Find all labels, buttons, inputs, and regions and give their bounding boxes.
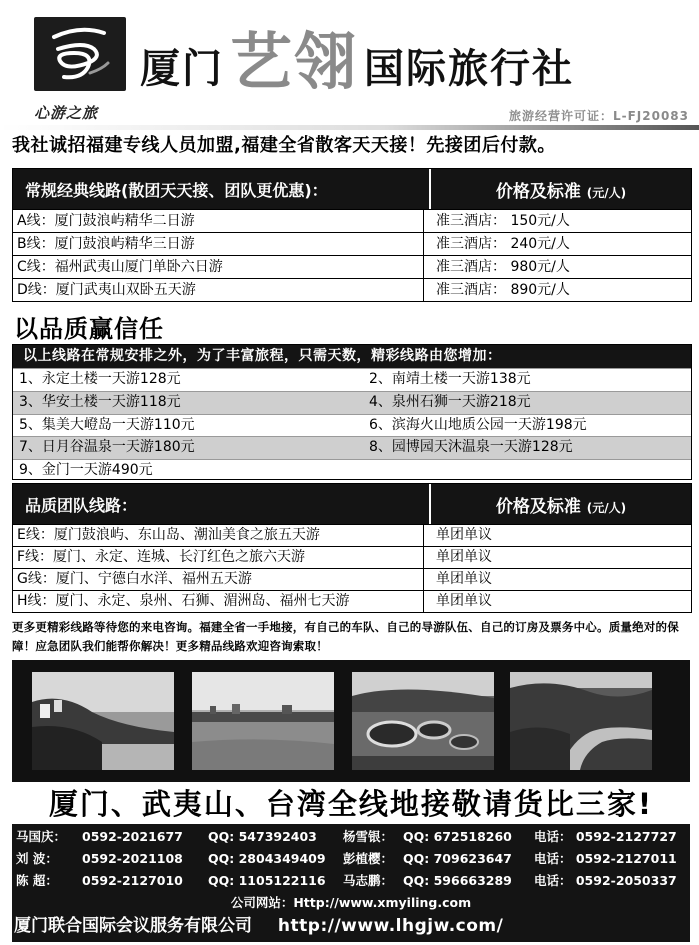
extra-route: 2、南靖土楼一天游138元 <box>369 371 531 387</box>
route-cell: C线：福州武夷山厦门单卧六日游 <box>13 256 424 278</box>
route-cell: D线：厦门武夷山双卧五天游 <box>13 279 424 301</box>
table-row <box>13 546 691 568</box>
contact-phone: 电话： 0592-2050337 <box>534 873 677 888</box>
price-heading-label: 价格及标准 <box>495 181 581 202</box>
contact-qq: QQ: 709623647 <box>403 851 512 866</box>
extra-route: 5、集美大嶝岛一天游110元 <box>19 416 195 433</box>
tulou-village-photo <box>352 672 494 770</box>
mountain-river-photo <box>510 672 652 770</box>
bottom-company-line <box>14 912 690 940</box>
table-header <box>13 169 691 209</box>
table-row <box>13 524 691 546</box>
routes-heading: 常规经典线路(散团天天接、团队更优惠)： <box>13 169 431 209</box>
quality-title: 以品质赢信任 <box>14 315 164 343</box>
company-name-brand: 艺翎 <box>230 25 359 98</box>
list-item <box>13 414 691 437</box>
price-cell: 单团单议 <box>436 549 492 565</box>
contact-name: 马国庆： <box>16 829 67 844</box>
table-header <box>13 484 691 524</box>
list-item <box>13 459 691 482</box>
routes-heading: 品质团队线路： <box>13 484 431 524</box>
extra-route: 8、园博园天沐温泉一天游128元 <box>369 439 573 456</box>
price-cell: 单团单议 <box>436 593 492 609</box>
company-website[interactable]: 公司网站：Http://www.xmyiling.com <box>230 895 472 910</box>
coastal-island-photo <box>32 672 174 770</box>
contact-row <box>12 826 690 848</box>
table-row <box>13 590 691 612</box>
group-routes-table <box>12 483 692 613</box>
contact-qq: QQ: 1105122116 <box>208 873 326 888</box>
contact-qq: QQ: 2804349409 <box>208 851 326 866</box>
recruit-banner: 我社诚招福建专线人员加盟,福建全省散客天天接！先接团后付款。 <box>12 135 556 156</box>
price-cell: 准三酒店： 240元/人 <box>436 236 570 252</box>
contact-phone: 0592-2021108 <box>82 851 183 866</box>
contact-name: 陈 超： <box>16 873 58 888</box>
header-divider <box>0 125 699 130</box>
price-heading-unit: (元/人) <box>586 185 627 200</box>
contact-name: 马志鹏： <box>343 873 394 888</box>
route-cell: E线：厦门鼓浪屿、东山岛、潮汕美食之旅五天游 <box>13 525 424 546</box>
table-row <box>13 209 691 232</box>
list-item <box>13 368 691 391</box>
slogan-banner: 厦门、武夷山、台湾全线地接敬请货比三家! <box>48 787 654 821</box>
contacts-panel <box>12 824 690 942</box>
extra-route: 6、滨海火山地质公园一天游198元 <box>369 416 587 433</box>
route-cell: B线：厦门鼓浪屿精华三日游 <box>13 233 424 255</box>
list-item <box>13 391 691 414</box>
extra-route: 7、日月谷温泉一天游180元 <box>19 439 195 456</box>
price-heading-unit: (元/人) <box>586 500 627 515</box>
license-number: 旅游经营许可证：L-FJ20083 <box>508 109 689 123</box>
contact-row <box>12 848 690 870</box>
table-row <box>13 232 691 255</box>
table-row <box>13 255 691 278</box>
contact-phone: 0592-2127010 <box>82 873 183 888</box>
contact-qq: QQ: 547392403 <box>208 829 317 844</box>
swirl-logo-icon <box>44 23 116 85</box>
extra-route: 1、永定土楼一天游128元 <box>19 371 181 387</box>
route-cell: A线：厦门鼓浪屿精华二日游 <box>13 210 424 232</box>
logo-slogan: 心游之旅 <box>34 104 99 122</box>
contact-qq: QQ: 672518260 <box>403 829 512 844</box>
extra-routes-banner: 以上线路在常规安排之外，为了丰富旅程，只需天数，精彩线路由您增加： <box>13 345 691 368</box>
price-cell: 准三酒店： 890元/人 <box>436 282 570 298</box>
classic-routes-table <box>12 168 692 302</box>
contact-qq: QQ: 596663289 <box>403 873 512 888</box>
route-cell: F线：厦门、永定、连城、长汀红色之旅六天游 <box>13 547 424 568</box>
contact-phone: 电话： 0592-2127727 <box>534 829 677 844</box>
extra-routes-box <box>12 344 692 480</box>
contact-row <box>12 870 690 892</box>
bottom-company-url[interactable]: http://www.lhgjw.com/ <box>277 916 504 936</box>
route-cell: H线：厦门、永定、泉州、石狮、湄洲岛、福州七天游 <box>13 591 424 612</box>
bottom-company-name: 厦门联合国际会议服务有限公司 <box>14 916 252 936</box>
price-heading <box>431 177 691 202</box>
extra-route <box>359 460 691 482</box>
photo-strip <box>12 660 690 782</box>
company-name-city: 厦门 <box>140 46 224 92</box>
extra-route: 3、华安土楼一天游118元 <box>19 393 181 410</box>
extra-route: 4、泉州石狮一天游218元 <box>369 393 531 410</box>
extra-route: 9、金门一天游490元 <box>19 462 153 479</box>
contact-name: 刘 波： <box>16 851 58 866</box>
contact-phone: 0592-2021677 <box>82 829 183 844</box>
harbor-photo <box>192 672 334 770</box>
list-item <box>13 436 691 459</box>
company-name-type: 国际旅行社 <box>364 46 575 92</box>
price-cell: 单团单议 <box>436 527 492 543</box>
company-logo <box>34 17 126 91</box>
route-cell: G线：厦门、宁德白水洋、福州五天游 <box>13 569 424 590</box>
price-heading-label: 价格及标准 <box>495 496 581 517</box>
company-name <box>140 24 575 98</box>
table-row <box>13 278 691 301</box>
price-cell: 准三酒店： 150元/人 <box>436 213 570 229</box>
contact-name: 杨雪银： <box>343 829 394 844</box>
table-row <box>13 568 691 590</box>
footnote-text: 更多更精彩线路等待您的来电咨询。福建全省一手地接，有自己的车队、自己的导游队伍、自己的订房及票务中心。质量绝对的保障！应急团队我们能帮你解决！更多精品线路欢迎咨询索取！ <box>12 620 679 653</box>
page-header <box>0 0 699 130</box>
contact-name: 彭植樱： <box>343 851 394 866</box>
price-cell: 准三酒店： 980元/人 <box>436 259 570 275</box>
price-cell: 单团单议 <box>436 571 492 587</box>
contact-phone: 电话： 0592-2127011 <box>534 851 677 866</box>
price-heading <box>431 492 691 517</box>
